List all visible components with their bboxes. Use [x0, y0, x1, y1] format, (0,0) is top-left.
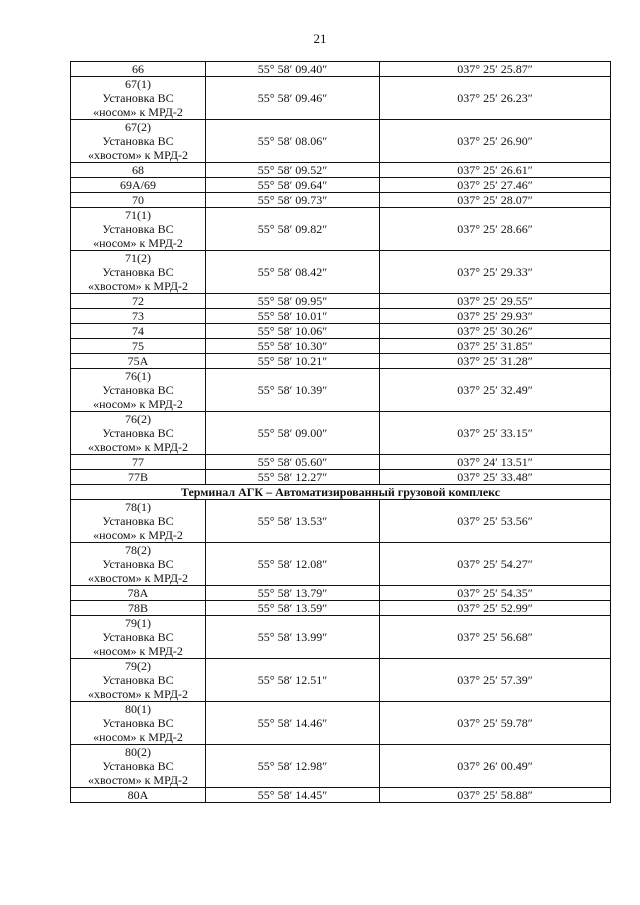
point-cell	[71, 455, 206, 470]
coordinates-table	[70, 61, 611, 803]
longitude-cell: 037° 24′ 13.51″	[380, 455, 611, 470]
longitude-cell: 037° 25′ 27.46″	[380, 178, 611, 193]
point-label-line: «хвостом» к МРД-2	[87, 440, 189, 454]
table-body-after	[71, 500, 611, 803]
point-cell	[71, 309, 206, 324]
point-label-line: 79(2)	[125, 659, 151, 673]
point-label-line: Установка ВС	[102, 673, 174, 687]
point-label-line: 69A/69	[120, 178, 156, 192]
point-label-line: «носом» к МРД-2	[93, 528, 183, 542]
latitude-cell: 55° 58′ 10.39″	[206, 369, 380, 412]
point-label-line: 71(2)	[125, 251, 151, 265]
longitude-cell: 037° 25′ 29.33″	[380, 251, 611, 294]
point-cell	[71, 745, 206, 788]
latitude-cell: 55° 58′ 13.79″	[206, 586, 380, 601]
point-cell	[71, 62, 206, 77]
point-cell	[71, 788, 206, 803]
latitude-cell: 55° 58′ 12.98″	[206, 745, 380, 788]
table-row	[71, 309, 611, 324]
table-row	[71, 601, 611, 616]
longitude-cell: 037° 25′ 30.26″	[380, 324, 611, 339]
point-label-line: «хвостом» к МРД-2	[87, 687, 189, 701]
point-label-line: 77	[132, 455, 144, 469]
table-row	[71, 470, 611, 485]
longitude-cell: 037° 25′ 56.68″	[380, 616, 611, 659]
point-label-line: 77B	[127, 470, 148, 484]
latitude-cell: 55° 58′ 12.51″	[206, 659, 380, 702]
point-label-line: 67(1)	[125, 77, 151, 91]
point-label-line: 70	[132, 193, 144, 207]
latitude-cell: 55° 58′ 10.06″	[206, 324, 380, 339]
longitude-cell: 037° 25′ 31.28″	[380, 354, 611, 369]
point-cell	[71, 369, 206, 412]
latitude-cell: 55° 58′ 12.08″	[206, 543, 380, 586]
point-label-line: Установка ВС	[102, 426, 174, 440]
longitude-cell: 037° 25′ 26.23″	[380, 77, 611, 120]
point-cell	[71, 354, 206, 369]
point-label-line: «носом» к МРД-2	[93, 644, 183, 658]
table-row	[71, 339, 611, 354]
latitude-cell: 55° 58′ 09.73″	[206, 193, 380, 208]
point-label-line: 79(1)	[125, 616, 151, 630]
point-cell	[71, 500, 206, 543]
table-row	[71, 77, 611, 120]
latitude-cell: 55° 58′ 10.30″	[206, 339, 380, 354]
table-row	[71, 543, 611, 586]
point-cell	[71, 702, 206, 745]
latitude-cell: 55° 58′ 09.82″	[206, 208, 380, 251]
latitude-cell: 55° 58′ 12.27″	[206, 470, 380, 485]
longitude-cell: 037° 25′ 31.85″	[380, 339, 611, 354]
point-label-line: 75	[132, 339, 144, 353]
point-label-line: Установка ВС	[102, 630, 174, 644]
section-header-body	[71, 485, 611, 500]
section-header-row	[71, 485, 611, 500]
longitude-cell: 037° 25′ 26.90″	[380, 120, 611, 163]
point-label-line: 67(2)	[125, 120, 151, 134]
latitude-cell: 55° 58′ 13.53″	[206, 500, 380, 543]
longitude-cell: 037° 25′ 28.66″	[380, 208, 611, 251]
latitude-cell: 55° 58′ 09.95″	[206, 294, 380, 309]
latitude-cell: 55° 58′ 10.21″	[206, 354, 380, 369]
point-label-line: 78(2)	[125, 543, 151, 557]
latitude-cell: 55° 58′ 09.40″	[206, 62, 380, 77]
longitude-cell: 037° 26′ 00.49″	[380, 745, 611, 788]
longitude-cell: 037° 25′ 29.93″	[380, 309, 611, 324]
latitude-cell: 55° 58′ 09.52″	[206, 163, 380, 178]
point-label-line: 76(1)	[125, 369, 151, 383]
point-label-line: «носом» к МРД-2	[93, 105, 183, 119]
longitude-cell: 037° 25′ 33.48″	[380, 470, 611, 485]
point-label-line: Установка ВС	[102, 514, 174, 528]
point-label-line: «хвостом» к МРД-2	[87, 279, 189, 293]
point-label-line: 80(2)	[125, 745, 151, 759]
table-row	[71, 586, 611, 601]
point-cell	[71, 659, 206, 702]
point-label-line: Установка ВС	[102, 716, 174, 730]
latitude-cell: 55° 58′ 05.60″	[206, 455, 380, 470]
point-label-line: 75A	[127, 354, 149, 368]
table-row	[71, 455, 611, 470]
longitude-cell: 037° 25′ 32.49″	[380, 369, 611, 412]
point-cell	[71, 294, 206, 309]
point-label-line: Установка ВС	[102, 383, 174, 397]
point-cell	[71, 543, 206, 586]
point-cell	[71, 339, 206, 354]
point-label-line: «хвостом» к МРД-2	[87, 773, 189, 787]
point-label-line: 76(2)	[125, 412, 151, 426]
table-row	[71, 788, 611, 803]
table-row	[71, 163, 611, 178]
point-label-line: 72	[132, 294, 144, 308]
table-row	[71, 745, 611, 788]
point-label-line: «носом» к МРД-2	[93, 730, 183, 744]
table-row	[71, 412, 611, 455]
table-body-before	[71, 62, 611, 485]
point-label-line: «хвостом» к МРД-2	[87, 148, 189, 162]
longitude-cell: 037° 25′ 25.87″	[380, 62, 611, 77]
table-row	[71, 354, 611, 369]
longitude-cell: 037° 25′ 54.27″	[380, 543, 611, 586]
point-label-line: 78A	[127, 586, 149, 600]
point-cell	[71, 77, 206, 120]
point-label-line: Установка ВС	[102, 91, 174, 105]
latitude-cell: 55° 58′ 10.01″	[206, 309, 380, 324]
table-row	[71, 120, 611, 163]
point-label-line: Установка ВС	[102, 134, 174, 148]
table-row	[71, 702, 611, 745]
latitude-cell: 55° 58′ 14.45″	[206, 788, 380, 803]
longitude-cell: 037° 25′ 53.56″	[380, 500, 611, 543]
longitude-cell: 037° 25′ 28.07″	[380, 193, 611, 208]
longitude-cell: 037° 25′ 33.15″	[380, 412, 611, 455]
point-cell	[71, 120, 206, 163]
longitude-cell: 037° 25′ 26.61″	[380, 163, 611, 178]
table-row	[71, 251, 611, 294]
table-row	[71, 62, 611, 77]
longitude-cell: 037° 25′ 58.88″	[380, 788, 611, 803]
latitude-cell: 55° 58′ 13.59″	[206, 601, 380, 616]
table-row	[71, 208, 611, 251]
longitude-cell: 037° 25′ 54.35″	[380, 586, 611, 601]
table-row	[71, 178, 611, 193]
section-title: Терминал АГК – Автоматизированный грузовой комплекс	[71, 485, 611, 500]
point-cell	[71, 616, 206, 659]
longitude-cell: 037° 25′ 59.78″	[380, 702, 611, 745]
point-cell	[71, 324, 206, 339]
point-cell	[71, 470, 206, 485]
page-number: 21	[313, 31, 327, 46]
table-row	[71, 324, 611, 339]
table-row	[71, 294, 611, 309]
latitude-cell: 55° 58′ 09.64″	[206, 178, 380, 193]
table-row	[71, 369, 611, 412]
point-label-line: «носом» к МРД-2	[93, 397, 183, 411]
latitude-cell: 55° 58′ 13.99″	[206, 616, 380, 659]
point-cell	[71, 412, 206, 455]
longitude-cell: 037° 25′ 29.55″	[380, 294, 611, 309]
point-label-line: 73	[132, 309, 144, 323]
point-label-line: 80A	[127, 788, 149, 802]
point-label-line: Установка ВС	[102, 759, 174, 773]
point-label-line: «носом» к МРД-2	[93, 236, 183, 250]
point-label-line: 78B	[127, 601, 148, 615]
latitude-cell: 55° 58′ 08.42″	[206, 251, 380, 294]
point-cell	[71, 178, 206, 193]
table-row	[71, 500, 611, 543]
table-row	[71, 616, 611, 659]
point-label-line: Установка ВС	[102, 557, 174, 571]
point-label-line: 80(1)	[125, 702, 151, 716]
point-label-line: 71(1)	[125, 208, 151, 222]
point-cell	[71, 163, 206, 178]
longitude-cell: 037° 25′ 52.99″	[380, 601, 611, 616]
point-cell	[71, 251, 206, 294]
point-label-line: Установка ВС	[102, 265, 174, 279]
point-label-line: 68	[132, 163, 144, 177]
point-cell	[71, 208, 206, 251]
point-label-line: 74	[132, 324, 144, 338]
point-cell	[71, 601, 206, 616]
point-cell	[71, 193, 206, 208]
latitude-cell: 55° 58′ 09.46″	[206, 77, 380, 120]
latitude-cell: 55° 58′ 14.46″	[206, 702, 380, 745]
point-cell	[71, 586, 206, 601]
point-label-line: 66	[132, 62, 144, 76]
latitude-cell: 55° 58′ 08.06″	[206, 120, 380, 163]
longitude-cell: 037° 25′ 57.39″	[380, 659, 611, 702]
latitude-cell: 55° 58′ 09.00″	[206, 412, 380, 455]
table-row	[71, 193, 611, 208]
point-label-line: 78(1)	[125, 500, 151, 514]
point-label-line: «хвостом» к МРД-2	[87, 571, 189, 585]
table-row	[71, 659, 611, 702]
point-label-line: Установка ВС	[102, 222, 174, 236]
